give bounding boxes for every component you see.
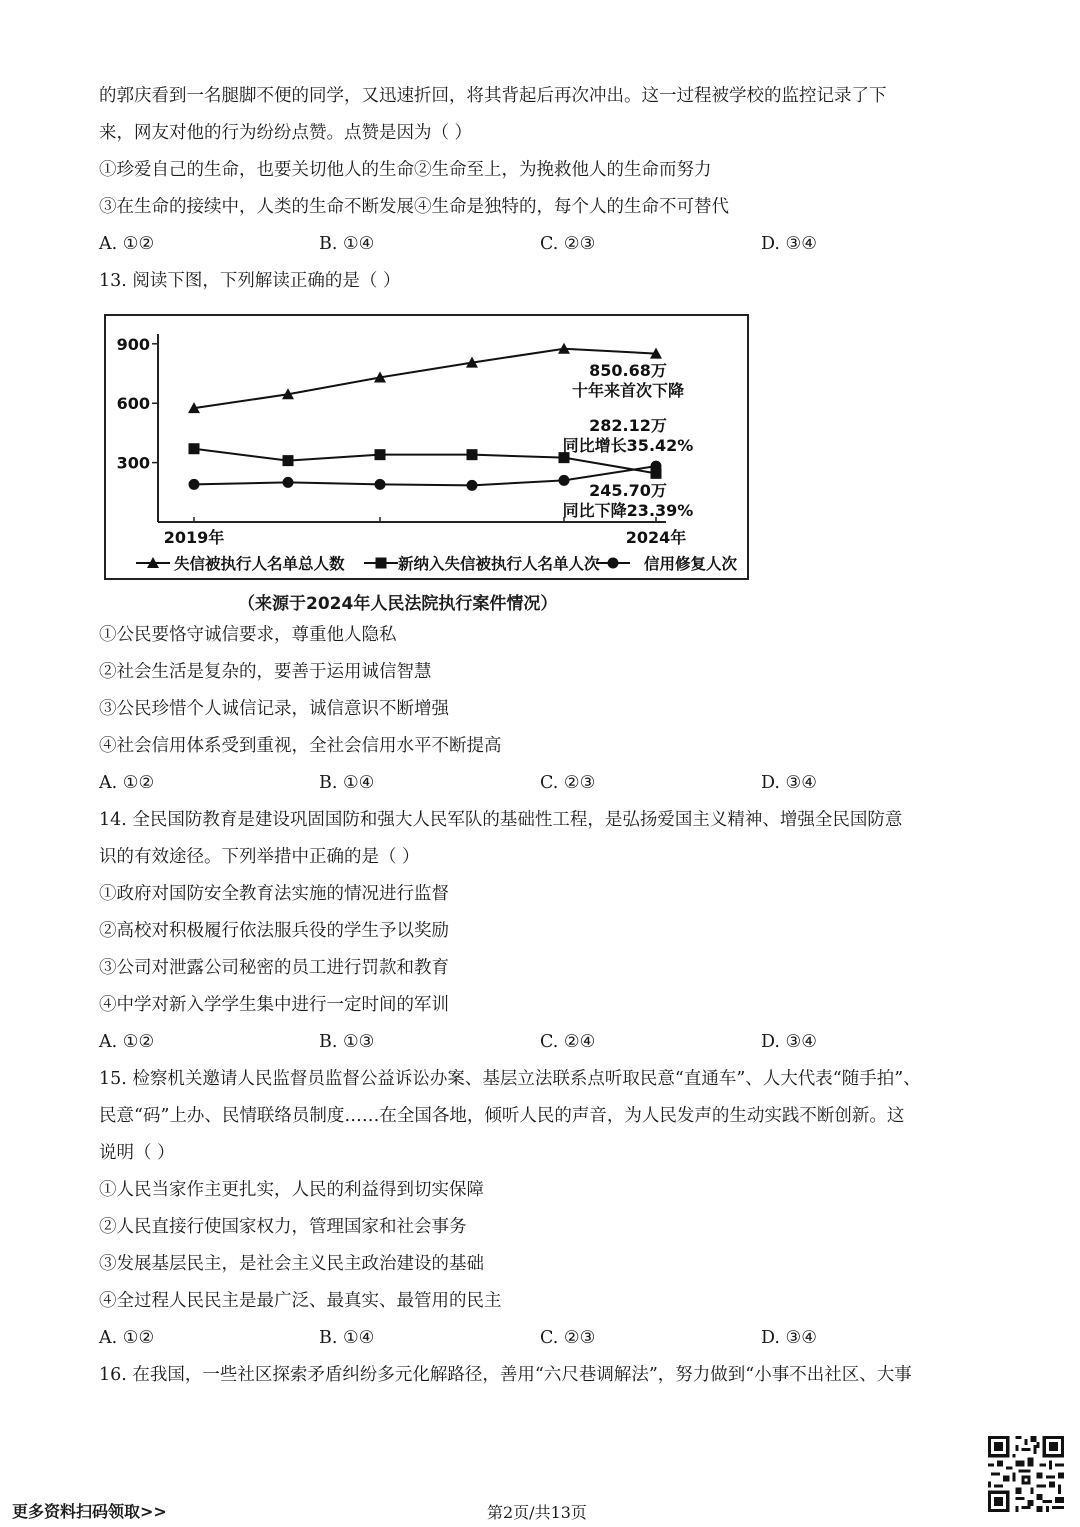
q12-item-34: ③在生命的接续中，人类的生命不断发展④生命是独特的，每个人的生命不可替代 bbox=[99, 197, 729, 217]
page-number: 第2页/共13页 bbox=[487, 1503, 587, 1522]
q13-stem: 13. 阅读下图，下列解读正确的是（ ） bbox=[99, 271, 401, 291]
q15-item-4: ④全过程人民民主是最广泛、最真实、最管用的民主 bbox=[99, 1291, 502, 1311]
q13-item-1: ①公民要恪守诚信要求，尊重他人隐私 bbox=[99, 625, 397, 645]
choice-c[interactable]: C. ②③ bbox=[540, 773, 596, 793]
q13-item-4: ④社会信用体系受到重视，全社会信用水平不断提高 bbox=[99, 736, 502, 756]
q16-stem-line1: 16. 在我国，一些社区探索矛盾纠纷多元化解路径，善用“六尺巷调解法”，努力做到“小事不出社区、大事 bbox=[99, 1365, 912, 1385]
choice-d[interactable]: D. ③④ bbox=[761, 1032, 817, 1052]
legend-marker-2 bbox=[608, 558, 619, 569]
series-2-point-5 bbox=[651, 461, 662, 472]
q15-choices bbox=[99, 1327, 999, 1349]
q12-stem-line2: 来，网友对他的行为纷纷点赞。点赞是因为（ ） bbox=[99, 123, 473, 143]
annotation-total-value: 850.68万 bbox=[589, 361, 667, 380]
choice-c[interactable]: C. ②③ bbox=[540, 234, 596, 254]
chart-frame bbox=[104, 314, 749, 580]
choice-d[interactable]: D. ③④ bbox=[761, 1328, 817, 1348]
series-1-point-2 bbox=[375, 449, 386, 460]
legend-label-1: 新纳入失信被执行人名单人次 bbox=[398, 555, 600, 573]
choice-b[interactable]: B. ①④ bbox=[319, 1328, 375, 1348]
q14-item-2: ②高校对积极履行依法服兵役的学生予以奖励 bbox=[99, 921, 449, 941]
annotation-total-note: 十年来首次下降 bbox=[571, 381, 685, 400]
q12-item-12: ①珍爱自己的生命，也要关切他人的生命②生命至上，为挽救他人的生命而努力 bbox=[99, 160, 712, 180]
chart-source: （来源于2024年人民法院执行案件情况） bbox=[238, 594, 558, 614]
q15-stem-line3: 说明（ ） bbox=[99, 1143, 175, 1163]
choice-d[interactable]: D. ③④ bbox=[761, 234, 817, 254]
choice-d[interactable]: D. ③④ bbox=[761, 773, 817, 793]
q14-choices bbox=[99, 1031, 999, 1053]
choice-c[interactable]: C. ②③ bbox=[540, 1328, 596, 1348]
choice-b[interactable]: B. ①④ bbox=[319, 234, 375, 254]
series-line-2 bbox=[194, 466, 656, 485]
series-2-point-2 bbox=[375, 479, 386, 490]
q15-stem-line1: 15. 检察机关邀请人民监督员监督公益诉讼办案、基层立法联系点听取民意“直通车”、人大代表“随手拍”、 bbox=[99, 1069, 921, 1089]
q13-choices bbox=[99, 772, 999, 794]
q14-stem-line2: 识的有效途径。下列举措中正确的是（ ） bbox=[99, 847, 420, 867]
y-tick-label-300: 300 bbox=[116, 453, 150, 473]
series-1-point-3 bbox=[467, 449, 478, 460]
series-2-point-4 bbox=[559, 475, 570, 486]
q15-item-1: ①人民当家作主更扎实，人民的利益得到切实保障 bbox=[99, 1180, 484, 1200]
q14-stem-line1: 14. 全民国防教育是建设巩固国防和强大人民军队的基础性工程，是弘扬爱国主义精神、增强全民国防意 bbox=[99, 810, 903, 830]
choice-a[interactable]: A. ①② bbox=[99, 1032, 155, 1052]
y-tick-label-900: 900 bbox=[116, 334, 150, 354]
y-tick-label-600: 600 bbox=[116, 394, 150, 414]
annotation-repair-note: 同比增长35.42% bbox=[562, 436, 694, 455]
q14-item-3: ③公司对泄露公司秘密的员工进行罚款和教育 bbox=[99, 958, 449, 978]
q14-item-1: ①政府对国防安全教育法实施的情况进行监督 bbox=[99, 884, 449, 904]
q15-stem-line2: 民意“码”上办、民情联络员制度……在全国各地，倾听人民的声音，为人民发声的生动实践不断创新。这 bbox=[99, 1106, 905, 1126]
x-tick-label-5: 2024年 bbox=[625, 528, 687, 547]
q14-item-4: ④中学对新入学学生集中进行一定时间的军训 bbox=[99, 995, 449, 1015]
x-tick-label-0: 2019年 bbox=[163, 528, 225, 547]
choice-a[interactable]: A. ①② bbox=[99, 1328, 155, 1348]
choice-c[interactable]: C. ②④ bbox=[540, 1032, 596, 1052]
q15-item-2: ②人民直接行使国家权力，管理国家和社会事务 bbox=[99, 1217, 467, 1237]
annotation-new-value: 245.70万 bbox=[589, 481, 667, 500]
more-resources-link[interactable]: 更多资料扫码领取>> bbox=[12, 1502, 167, 1521]
series-2-point-0 bbox=[189, 479, 200, 490]
q15-item-3: ③发展基层民主，是社会主义民主政治建设的基础 bbox=[99, 1254, 484, 1274]
choice-b[interactable]: B. ①④ bbox=[319, 773, 375, 793]
q12-stem-line1: 的郭庆看到一名腿脚不便的同学，又迅速折回，将其背起后再次冲出。这一过程被学校的监控记录了下 bbox=[99, 86, 887, 106]
series-2-point-3 bbox=[467, 480, 478, 491]
series-1-point-1 bbox=[283, 455, 294, 466]
choice-a[interactable]: A. ①② bbox=[99, 234, 155, 254]
legend-marker-1 bbox=[376, 558, 387, 569]
annotation-repair-value: 282.12万 bbox=[589, 416, 667, 435]
legend-label-0: 失信被执行人名单总人数 bbox=[174, 555, 345, 573]
series-2-point-1 bbox=[283, 477, 294, 488]
annotation-new-note: 同比下降23.39% bbox=[562, 501, 694, 520]
choice-b[interactable]: B. ①③ bbox=[319, 1032, 375, 1052]
series-1-point-0 bbox=[189, 443, 200, 454]
legend-label-2: 信用修复人次 bbox=[644, 555, 738, 573]
line-chart bbox=[106, 316, 751, 582]
q12-choices bbox=[99, 233, 999, 255]
q13-item-3: ③公民珍惜个人诚信记录，诚信意识不断增强 bbox=[99, 699, 449, 719]
choice-a[interactable]: A. ①② bbox=[99, 773, 155, 793]
q13-item-2: ②社会生活是复杂的，要善于运用诚信智慧 bbox=[99, 662, 432, 682]
qr-code-icon[interactable] bbox=[988, 1436, 1064, 1512]
